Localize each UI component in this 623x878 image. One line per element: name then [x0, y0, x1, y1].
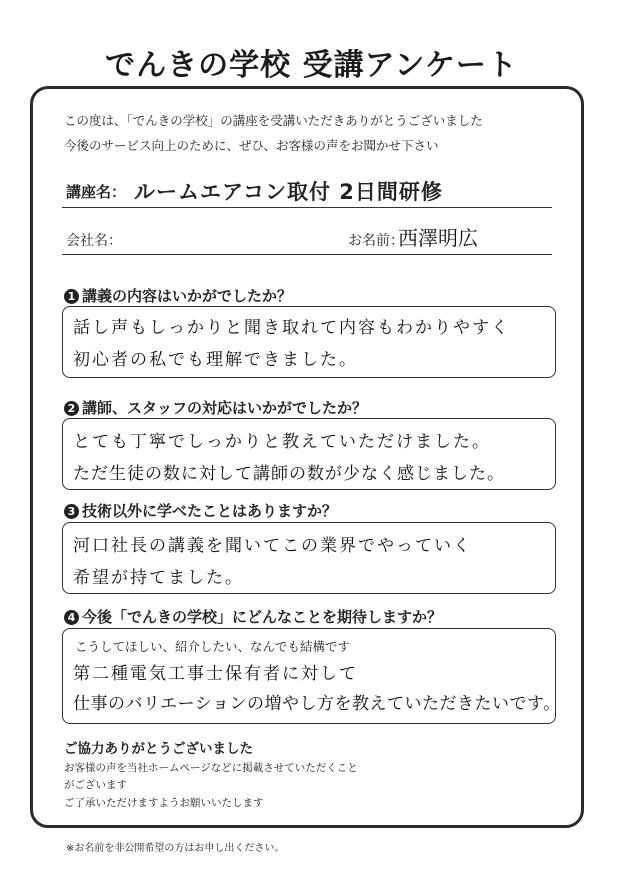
intro-line-2: 今後のサービス向上のために、ぜひ、お客様の声をお聞かせ下さい [64, 138, 439, 153]
question-2-text: 講師、スタッフの対応はいかがでしたか？ [82, 399, 368, 417]
question-2-heading [64, 397, 367, 418]
answer-2-line-1: とても丁寧でしっかりと教えていただけました。 [73, 432, 491, 452]
question-number-3: 3 [64, 504, 79, 519]
course-name: ルームエアコン取付 2日間研修 [134, 180, 443, 204]
publication-note-1: お客様の声を当社ホームページなどに掲載させていただくこと [64, 762, 358, 774]
question-number-4: 4 [64, 610, 79, 625]
answer-box-1[interactable] [62, 306, 556, 378]
question-number-1: 1 [64, 289, 79, 304]
name-field[interactable]: 西澤明広 [398, 226, 478, 250]
answer-4-line-1: 第二種電気工事士保有者に対して [73, 664, 358, 684]
course-label: 講座名： [66, 183, 127, 201]
course-underline [62, 207, 552, 208]
question-number-2: 2 [64, 401, 79, 416]
question-4-heading [64, 606, 442, 627]
answer-3-line-1: 河口社長の講義を聞いてこの業界でやっていく [73, 536, 472, 556]
answer-2-line-2: ただ生徒の数に対して講師の数が少なく感じました。 [73, 464, 505, 484]
page-title: でんきの学校 受講アンケート [105, 48, 518, 83]
name-underline [62, 254, 552, 255]
answer-4-line-2: 仕事のバリエーションの増やし方を教えていただきたいです。 [73, 694, 561, 714]
company-label: 会社名： [66, 233, 122, 249]
answer-4-hint: こうしてほしい、紹介したい、なんでも結構です [75, 639, 351, 654]
question-3-text: 技術以外に学べたことはありますか？ [82, 502, 338, 520]
answer-1-line-1: 話し声もしっかりと聞き取れて内容もわかりやすく [73, 318, 510, 338]
answer-1-line-2: 初心者の私でも理解できました。 [73, 350, 358, 370]
question-1-heading [64, 285, 292, 306]
answer-3-line-2: 希望が持てました。 [73, 568, 244, 588]
question-3-heading [64, 500, 337, 521]
publication-note-2: がございます [64, 779, 127, 791]
footnote: ※お名前を非公開希望の方はお申し出ください。 [66, 843, 285, 854]
name-label: お名前： [348, 233, 404, 249]
question-4-text: 今後「でんきの学校」にどんなことを期待しますか？ [82, 608, 443, 626]
answer-box-3[interactable] [62, 522, 556, 594]
publication-note-3: ご了承いただけますようお願いいたします [64, 797, 264, 809]
answer-box-2[interactable] [62, 418, 556, 490]
thanks-text: ご協力ありがとうございました [64, 741, 253, 757]
intro-line-1: この度は、「でんきの学校」の講座を受講いただきありがとうございました [64, 113, 483, 128]
answer-box-4[interactable] [62, 628, 561, 724]
question-1-text: 講義の内容はいかがでしたか？ [82, 287, 293, 305]
